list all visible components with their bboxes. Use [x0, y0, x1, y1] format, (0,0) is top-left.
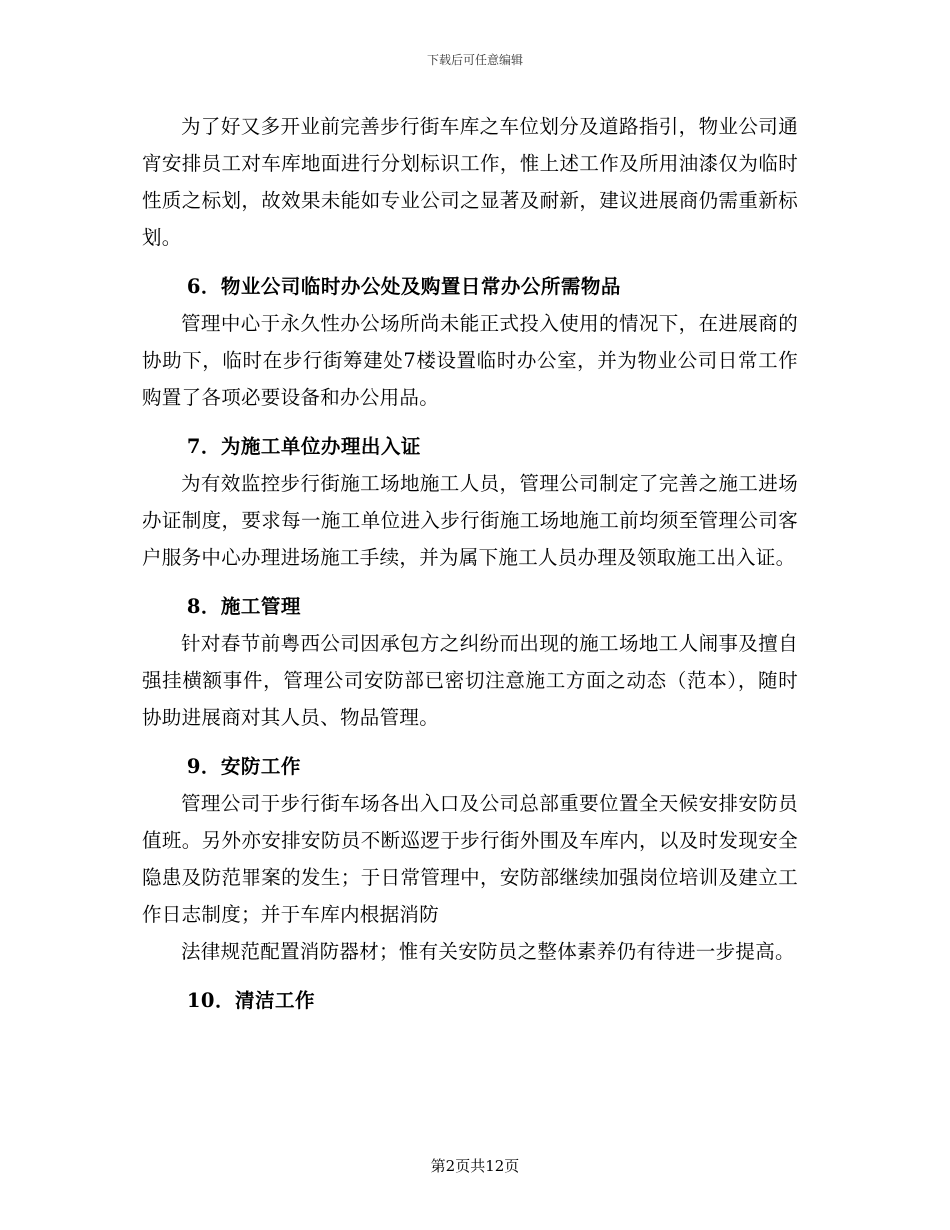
paragraph-security-work: 管理公司于步行街车场各出入口及公司总部重要位置全天候安排安防员值班。另外亦安排安防员不断巡逻于步行街外围及车库内，以及时发现安全隐患及防范罪案的发生；于日常管理中，安防部继续加强岗位培训及建立工作日志制度；并于车库内根据消防: [142, 792, 798, 926]
section-heading-7: 7．为施工单位办理出入证: [186, 435, 421, 458]
section-heading-8: 8．施工管理: [186, 595, 301, 618]
page-header: 下载后可任意编辑: [426, 53, 523, 67]
section-heading-9: 9．安防工作: [186, 755, 301, 778]
document-body: [142, 108, 798, 1019]
paragraph-construction-management: 针对春节前粤西公司因承包方之纠纷而出现的施工场地工人闹事及擅自强挂横额事件，管理公司安防部已密切注意施工方面之动态（范本），随时协助进展商对其人员、物品管理。: [142, 632, 798, 729]
section-heading-6: 6．物业公司临时办公处及购置日常办公所需物品: [186, 275, 621, 298]
paragraph-temporary-office: 管理中心于永久性办公场所尚未能正式投入使用的情况下，在进展商的协助下，临时在步行街筹建处7楼设置临时办公室，并为物业公司日常工作购置了各项必要设备和办公用品。: [142, 312, 798, 409]
paragraph-fire-equipment: 法律规范配置消防器材；惟有关安防员之整体素养仍有待进一步提高。: [181, 940, 795, 963]
paragraph-parking-marking: 为了好又多开业前完善步行街车库之车位划分及道路指引，物业公司通宵安排员工对车库地面进行分划标识工作，惟上述工作及所用油漆仅为临时性质之标划，故效果未能如专业公司之显著及耐新，建议进展商仍需重新标划。: [142, 115, 798, 249]
section-heading-10: 10．清洁工作: [186, 989, 315, 1012]
page-number: 第2页共12页: [430, 1157, 520, 1175]
paragraph-access-pass: 为有效监控步行街施工场地施工人员，管理公司制定了完善之施工进场办证制度，要求每一施工单位进入步行街施工场地施工前均须至管理公司客户服务中心办理进场施工手续，并为属下施工人员办理及领取施工出入证。: [142, 472, 798, 569]
